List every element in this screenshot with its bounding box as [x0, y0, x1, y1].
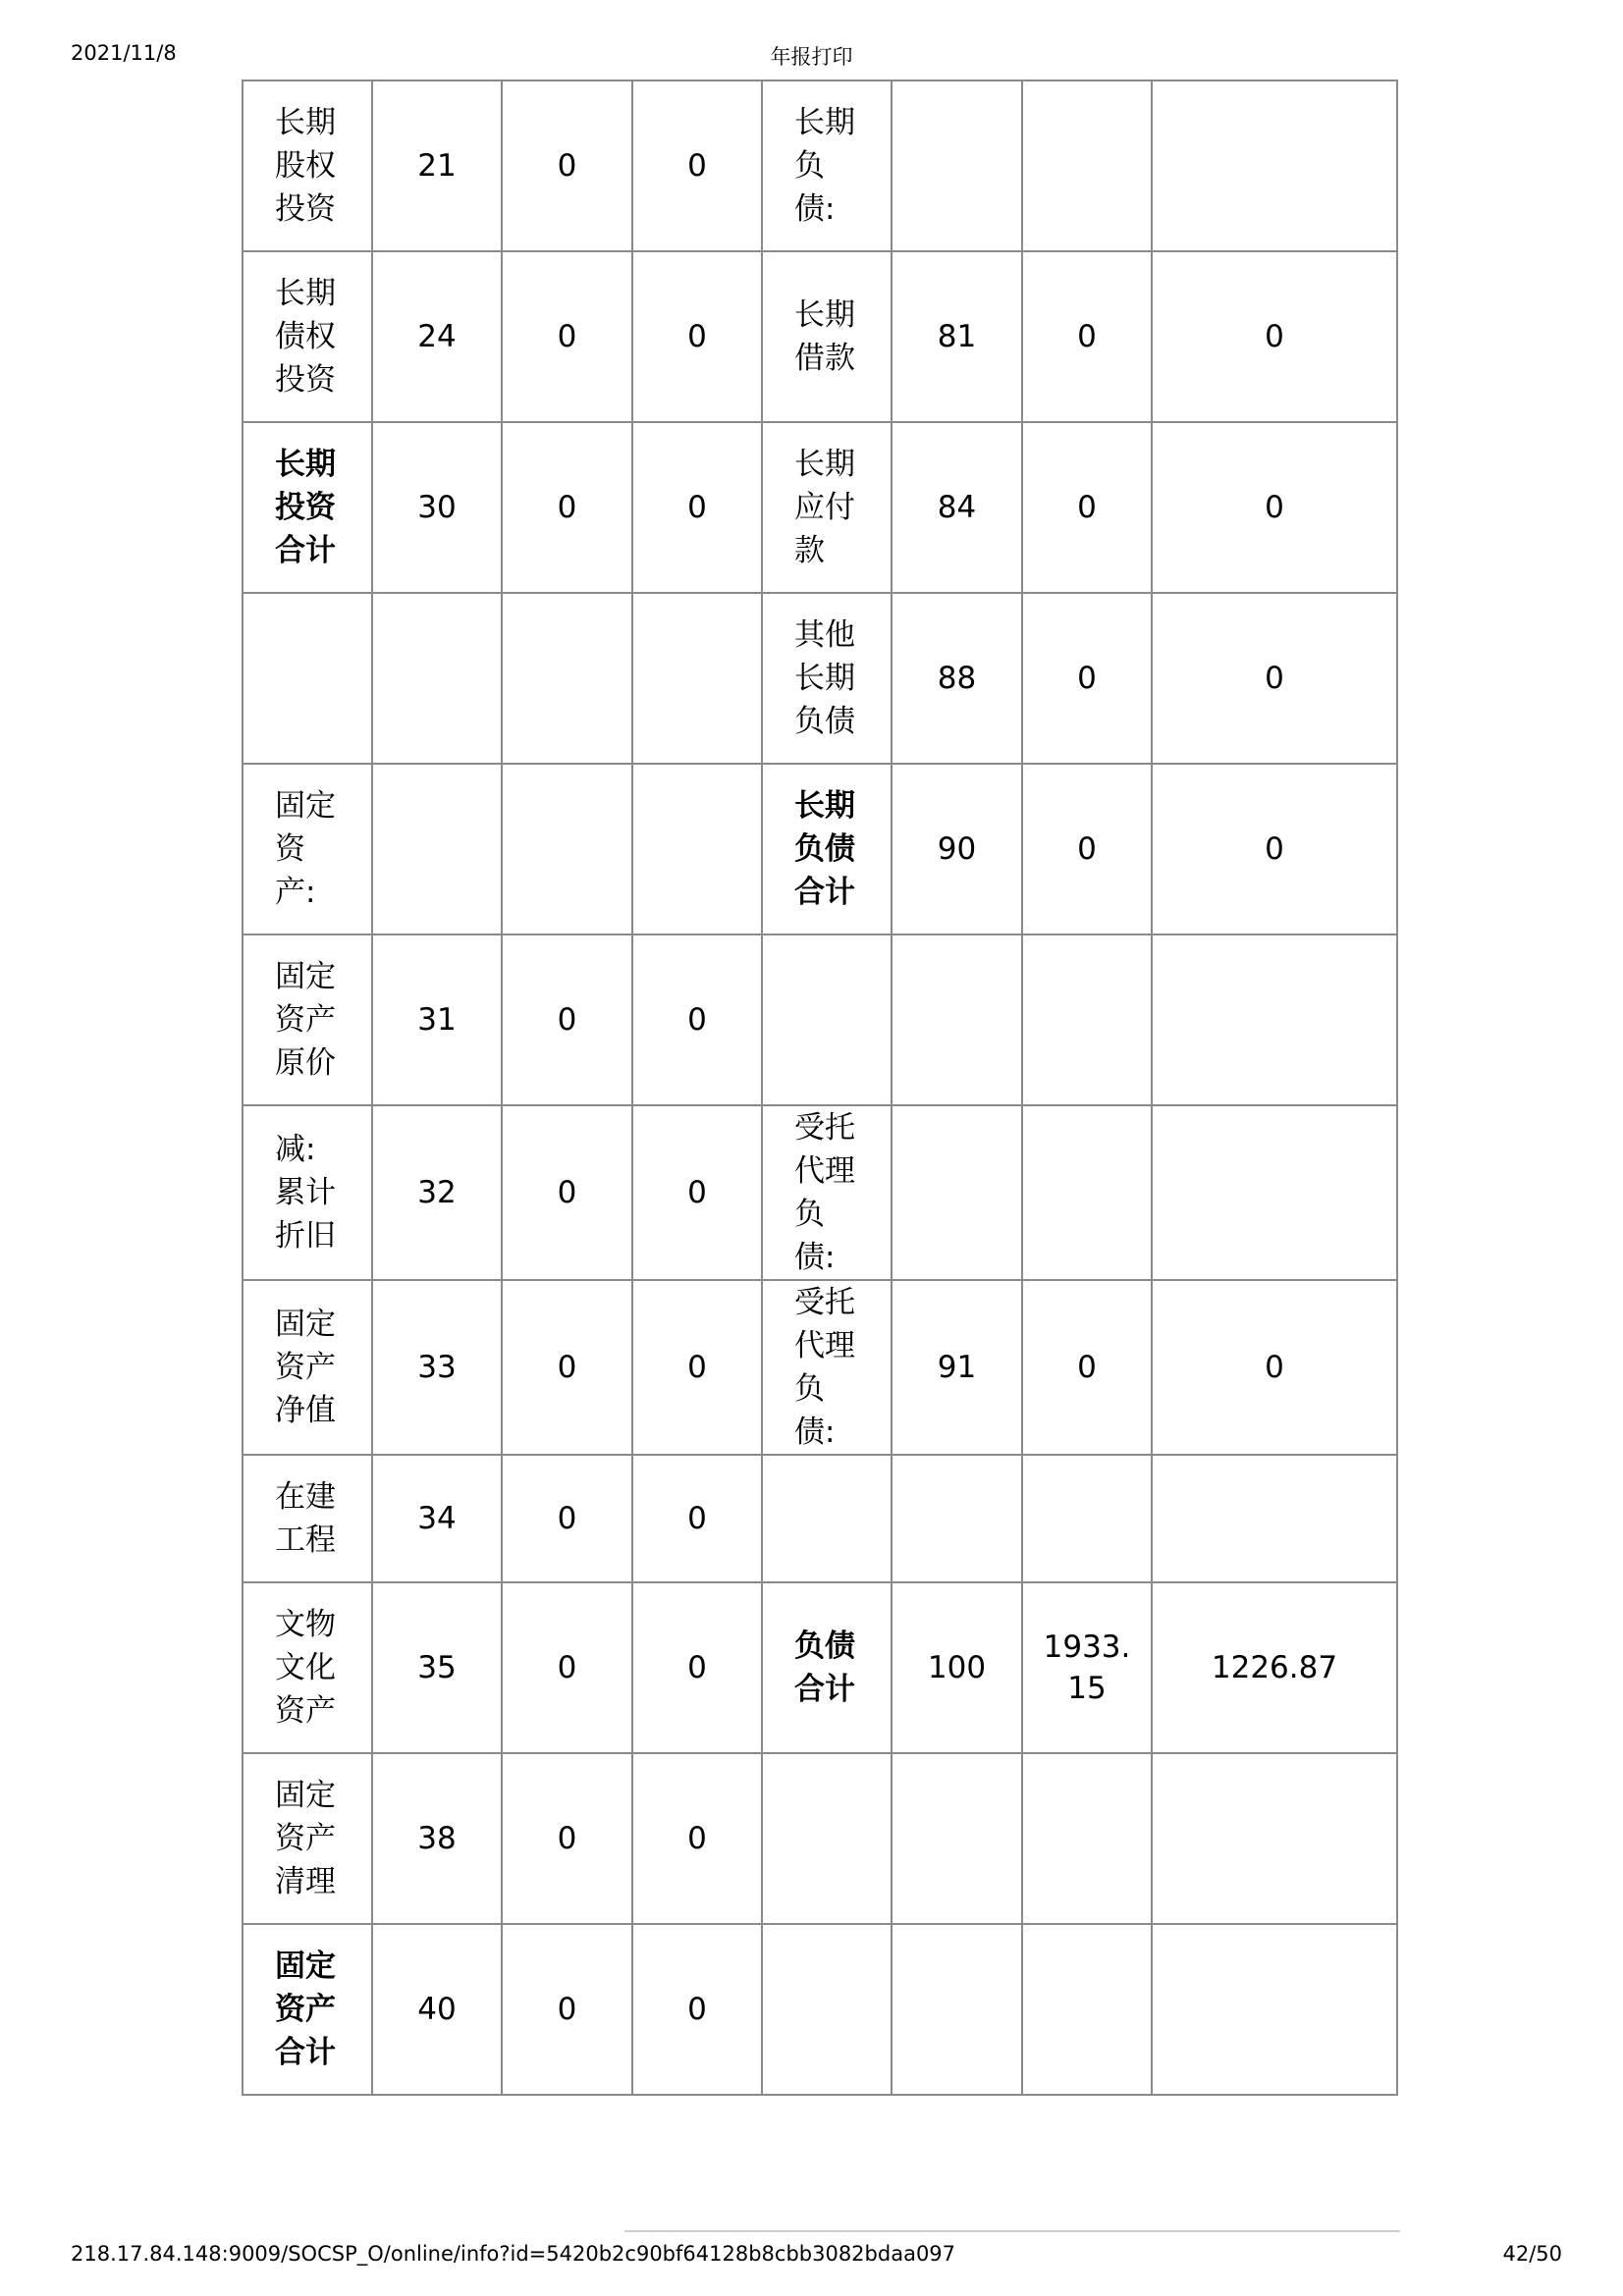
table-row: [243, 1455, 1397, 1582]
liability-opening-value: [1022, 1105, 1152, 1280]
asset-item-label: 固定资产清理: [243, 1753, 372, 1924]
liability-closing-value: [1152, 1924, 1397, 2095]
liability-item-label: 其他长期负债: [762, 593, 892, 764]
liability-opening-value: [1022, 934, 1152, 1105]
asset-opening-value: 0: [502, 934, 632, 1105]
liability-line-number: 81: [892, 251, 1022, 422]
liability-line-number: 91: [892, 1280, 1022, 1455]
asset-opening-value: 0: [502, 1753, 632, 1924]
liability-opening-value: [1022, 1455, 1152, 1582]
liability-opening-value: [1022, 80, 1152, 251]
liability-line-number: [892, 1455, 1022, 1582]
asset-closing-value: 0: [632, 1753, 762, 1924]
balance-sheet-table: [242, 80, 1398, 2096]
asset-opening-value: [502, 764, 632, 934]
liability-item-label: 受托代理负债:: [762, 1280, 892, 1455]
liability-opening-value: 0: [1022, 251, 1152, 422]
liability-line-number: 100: [892, 1582, 1022, 1753]
liability-line-number: 90: [892, 764, 1022, 934]
liability-opening-value: 0: [1022, 1280, 1152, 1455]
liability-closing-value: 0: [1152, 422, 1397, 593]
table-row: [243, 1753, 1397, 1924]
table-row: [243, 1582, 1397, 1753]
footer-divider: [624, 2230, 1400, 2232]
asset-opening-value: 0: [502, 1105, 632, 1280]
liability-closing-value: 0: [1152, 593, 1397, 764]
asset-closing-value: 0: [632, 1582, 762, 1753]
table-row: [243, 593, 1397, 764]
table-row: [243, 1924, 1397, 2095]
liability-closing-value: 1226.87: [1152, 1582, 1397, 1753]
asset-item-label: 长期投资合计: [243, 422, 372, 593]
liability-item-label: 负债合计: [762, 1582, 892, 1753]
page-number: 42/50: [1502, 2242, 1562, 2266]
liability-opening-value: [1022, 1753, 1152, 1924]
asset-opening-value: 0: [502, 1280, 632, 1455]
asset-closing-value: 0: [632, 1280, 762, 1455]
table-row: [243, 251, 1397, 422]
asset-opening-value: 0: [502, 422, 632, 593]
table-row: [243, 934, 1397, 1105]
asset-closing-value: 0: [632, 1105, 762, 1280]
asset-opening-value: 0: [502, 1582, 632, 1753]
asset-item-label: [243, 593, 372, 764]
liability-closing-value: [1152, 1455, 1397, 1582]
liability-opening-value: 1933.15: [1022, 1582, 1152, 1753]
table-row: [243, 80, 1397, 251]
asset-closing-value: 0: [632, 251, 762, 422]
liability-line-number: 88: [892, 593, 1022, 764]
liability-closing-value: [1152, 1105, 1397, 1280]
print-date: 2021/11/8: [71, 41, 177, 65]
page-title: 年报打印: [770, 45, 853, 69]
asset-line-number: 35: [372, 1582, 502, 1753]
asset-item-label: 固定资产原价: [243, 934, 372, 1105]
asset-item-label: 长期债权投资: [243, 251, 372, 422]
liability-item-label: [762, 1924, 892, 2095]
asset-line-number: [372, 593, 502, 764]
asset-item-label: 文物文化资产: [243, 1582, 372, 1753]
asset-item-label: 固定资产净值: [243, 1280, 372, 1455]
liability-item-label: 受托代理负债:: [762, 1105, 892, 1280]
liability-closing-value: 0: [1152, 251, 1397, 422]
asset-line-number: [372, 764, 502, 934]
asset-line-number: 32: [372, 1105, 502, 1280]
asset-line-number: 21: [372, 80, 502, 251]
liability-closing-value: 0: [1152, 1280, 1397, 1455]
liability-line-number: [892, 1105, 1022, 1280]
asset-item-label: 在建工程: [243, 1455, 372, 1582]
liability-line-number: [892, 1753, 1022, 1924]
liability-opening-value: 0: [1022, 422, 1152, 593]
asset-line-number: 31: [372, 934, 502, 1105]
asset-item-label: 长期股权投资: [243, 80, 372, 251]
table-row: [243, 764, 1397, 934]
liability-line-number: [892, 934, 1022, 1105]
liability-item-label: [762, 1455, 892, 1582]
asset-item-label: 固定资产合计: [243, 1924, 372, 2095]
liability-item-label: [762, 934, 892, 1105]
liability-opening-value: 0: [1022, 593, 1152, 764]
table-row: [243, 422, 1397, 593]
asset-opening-value: 0: [502, 80, 632, 251]
asset-opening-value: 0: [502, 1924, 632, 2095]
asset-item-label: 减:累计折旧: [243, 1105, 372, 1280]
liability-line-number: 84: [892, 422, 1022, 593]
liability-closing-value: [1152, 934, 1397, 1105]
asset-closing-value: [632, 764, 762, 934]
liability-line-number: [892, 80, 1022, 251]
asset-line-number: 24: [372, 251, 502, 422]
asset-item-label: 固定资产:: [243, 764, 372, 934]
asset-closing-value: 0: [632, 1924, 762, 2095]
asset-closing-value: 0: [632, 1455, 762, 1582]
table-row: [243, 1280, 1397, 1455]
asset-closing-value: 0: [632, 934, 762, 1105]
asset-line-number: 38: [372, 1753, 502, 1924]
liability-item-label: [762, 1753, 892, 1924]
asset-opening-value: 0: [502, 251, 632, 422]
asset-line-number: 30: [372, 422, 502, 593]
liability-closing-value: [1152, 80, 1397, 251]
liability-opening-value: 0: [1022, 764, 1152, 934]
footer-url: 218.17.84.148:9009/SOCSP_O/online/info?id=5420b2c90bf64128b8cbb3082bdaa097: [71, 2242, 956, 2266]
liability-opening-value: [1022, 1924, 1152, 2095]
asset-closing-value: [632, 593, 762, 764]
liability-item-label: 长期负债合计: [762, 764, 892, 934]
asset-line-number: 34: [372, 1455, 502, 1582]
liability-closing-value: 0: [1152, 764, 1397, 934]
liability-item-label: 长期负债:: [762, 80, 892, 251]
asset-line-number: 40: [372, 1924, 502, 2095]
table-row: [243, 1105, 1397, 1280]
asset-closing-value: 0: [632, 80, 762, 251]
liability-closing-value: [1152, 1753, 1397, 1924]
liability-item-label: 长期借款: [762, 251, 892, 422]
asset-line-number: 33: [372, 1280, 502, 1455]
liability-item-label: 长期应付款: [762, 422, 892, 593]
asset-closing-value: 0: [632, 422, 762, 593]
asset-opening-value: [502, 593, 632, 764]
liability-line-number: [892, 1924, 1022, 2095]
asset-opening-value: 0: [502, 1455, 632, 1582]
